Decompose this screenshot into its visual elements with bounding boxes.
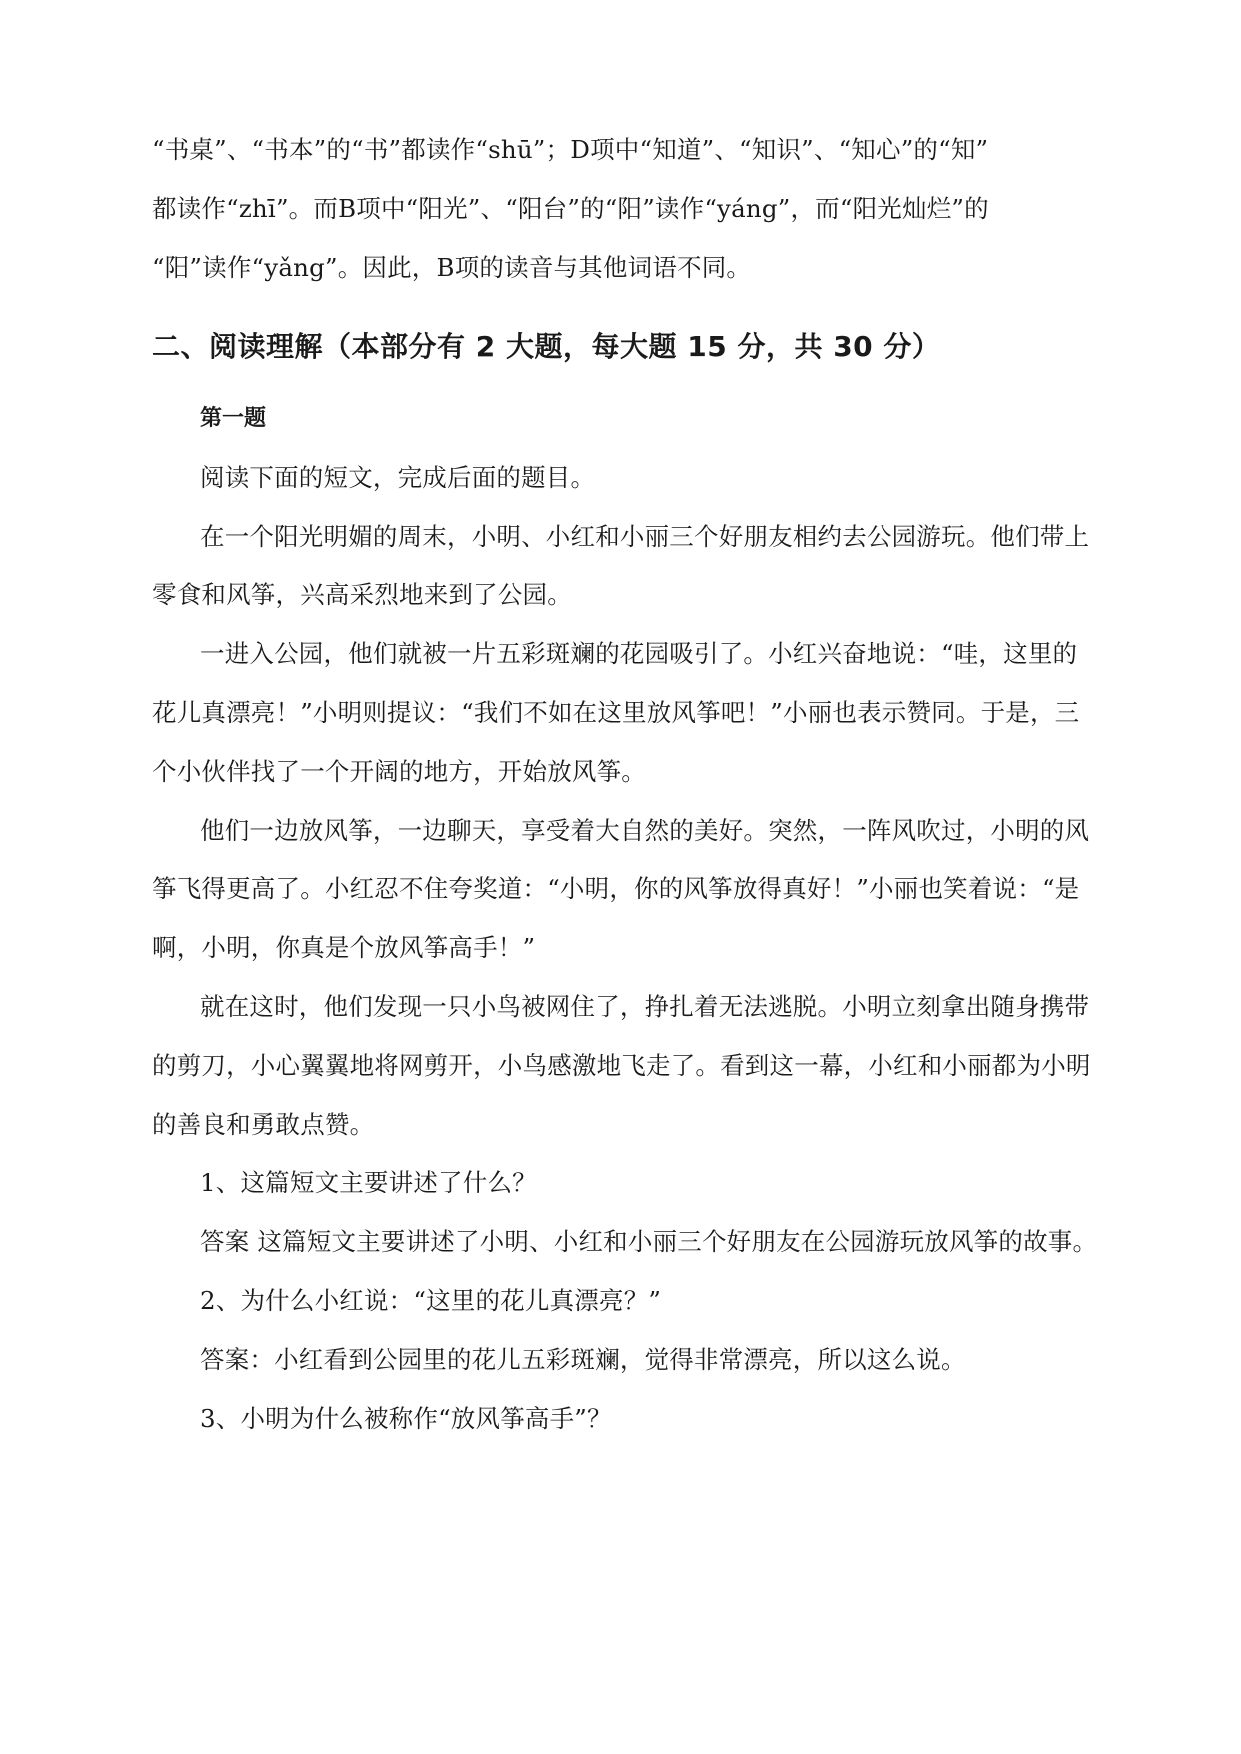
question-1: 1、这篇短文主要讲述了什么？ bbox=[200, 1168, 537, 1197]
story-paragraph-3-line-1: 他们一边放风筝，一边聊天，享受着大自然的美好。突然，一阵风吹过，小明的风 bbox=[200, 816, 1090, 845]
instruction-text: 阅读下面的短文，完成后面的题目。 bbox=[200, 463, 596, 492]
question-title: 第一题 bbox=[200, 406, 267, 431]
intro-paragraph-line-1: “书桌”、“书本”的“书”都读作“shū”；D项中“知道”、“知识”、“知心”的“知” bbox=[152, 135, 989, 164]
story-paragraph-2-line-2: 花儿真漂亮！”小明则提议：“我们不如在这里放风筝吧！”小丽也表示赞同。于是，三 bbox=[152, 698, 1080, 727]
story-paragraph-4-line-3: 的善良和勇敢点赞。 bbox=[152, 1110, 375, 1139]
story-paragraph-2-line-1: 一进入公园，他们就被一片五彩斑斓的花园吸引了。小红兴奋地说：“哇，这里的 bbox=[200, 639, 1078, 668]
story-paragraph-1-line-2: 零食和风筝，兴高采烈地来到了公园。 bbox=[152, 580, 572, 609]
story-paragraph-3-line-2: 筝飞得更高了。小红忍不住夸奖道：“小明，你的风筝放得真好！”小丽也笑着说：“是 bbox=[152, 874, 1080, 903]
question-2: 2、为什么小红说：“这里的花儿真漂亮？” bbox=[200, 1286, 662, 1315]
story-paragraph-3-line-3: 啊，小明，你真是个放风筝高手！” bbox=[152, 933, 536, 962]
story-paragraph-2-line-3: 个小伙伴找了一个开阔的地方，开始放风筝。 bbox=[152, 757, 646, 786]
section-heading: 二、阅读理解（本部分有 2 大题，每大题 15 分，共 30 分） bbox=[152, 330, 941, 363]
intro-paragraph-line-3: “阳”读作“yǎng”。因此，B项的读音与其他词语不同。 bbox=[152, 253, 752, 282]
story-paragraph-4-line-2: 的剪刀，小心翼翼地将网剪开，小鸟感激地飞走了。看到这一幕，小红和小丽都为小明 bbox=[152, 1051, 1091, 1080]
story-paragraph-1-line-1: 在一个阳光明媚的周末，小明、小红和小丽三个好朋友相约去公园游玩。他们带上 bbox=[200, 522, 1090, 551]
answer-2: 答案：小红看到公园里的花儿五彩斑斓，觉得非常漂亮，所以这么说。 bbox=[200, 1345, 966, 1374]
question-3: 3、小明为什么被称作“放风筝高手”？ bbox=[200, 1404, 612, 1433]
story-paragraph-4-line-1: 就在这时，他们发现一只小鸟被网住了，挣扎着无法逃脱。小明立刻拿出随身携带 bbox=[200, 992, 1090, 1021]
intro-paragraph-line-2: 都读作“zhī”。而B项中“阳光”、“阳台”的“阳”读作“yáng”，而“阳光灿烂”的 bbox=[152, 194, 989, 223]
answer-1: 答案 这篇短文主要讲述了小明、小红和小丽三个好朋友在公园游玩放风筝的故事。 bbox=[200, 1227, 1098, 1256]
